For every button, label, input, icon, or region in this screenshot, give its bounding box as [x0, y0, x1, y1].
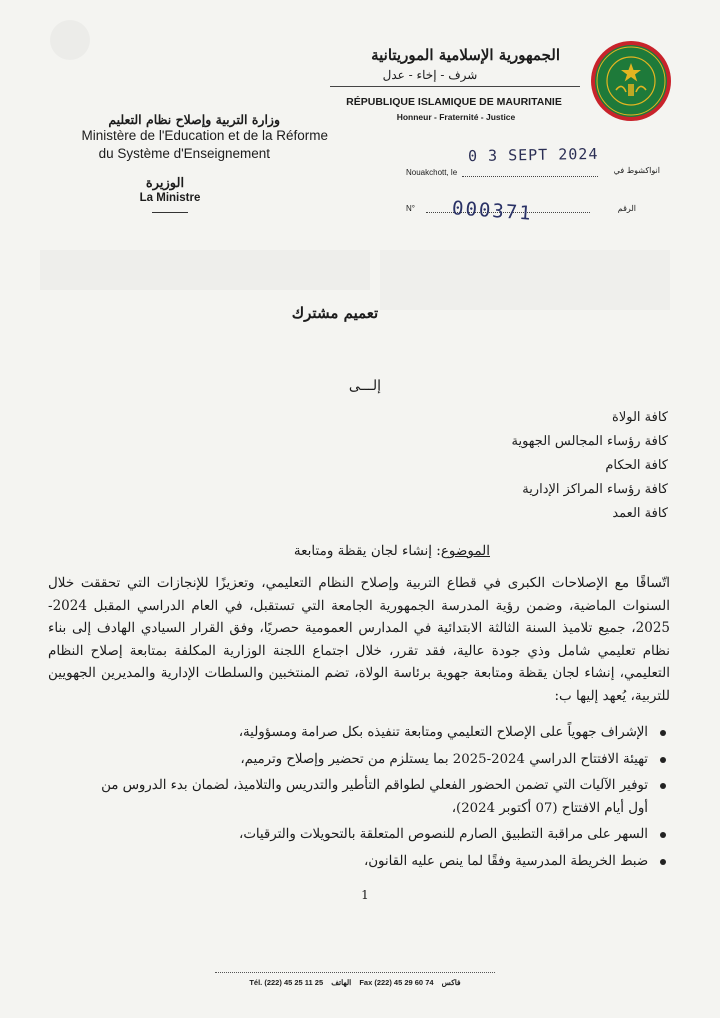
- footer-divider: [215, 972, 495, 973]
- task-list: [80, 722, 648, 877]
- footer-fax: Fax (222) 45 29 60 74: [359, 978, 434, 987]
- task-item: ضبط الخريطة المدرسية وفقًا لما ينص عليه القانون،: [80, 851, 648, 874]
- bullet-icon: [660, 757, 666, 763]
- republic-title-ar: الجمهورية الإسلامية الموريتانية: [371, 46, 560, 64]
- number-label-fr: N°: [406, 204, 415, 213]
- recipient-item: كافة الحكام: [605, 458, 668, 473]
- republic-title-fr: RÉPUBLIQUE ISLAMIQUE DE MAURITANIE: [346, 96, 562, 108]
- recipient-item: كافة رؤساء المجالس الجهوية: [511, 434, 668, 449]
- subject-line: [220, 543, 490, 559]
- subject-text: : إنشاء لجان يقظة ومتابعة: [293, 543, 441, 559]
- recipient-list: [360, 406, 668, 526]
- task-item: السهر على مراقبة التطبيق الصارم للنصوص المتعلقة بالتحويلات والترقيات،: [80, 824, 648, 847]
- date-stamp: 0 3 SEPT 2024: [467, 144, 599, 166]
- ministry-name-ar: وزارة التربية وإصلاح نظام التعليم: [108, 112, 280, 127]
- ministry-name-fr-line2: du Système d'Enseignement: [98, 146, 270, 161]
- minister-title-ar: الوزيرة: [145, 176, 185, 191]
- motto-fr: Honneur - Fraternité - Justice: [396, 112, 516, 122]
- bullet-icon: [660, 783, 666, 789]
- ministry-name-fr-line1: Ministère de l'Education et de la Réforme: [81, 128, 328, 143]
- footer-contact: [215, 978, 495, 987]
- date-label-ar: انواكشوط في: [613, 166, 660, 175]
- task-item: توفير الآليات التي تضمن الحضور الفعلي لطواقم التأطير والتدريس والتلاميذ، لضمان بدء الدروس من أول أيام الافتتاح (07 أكتوبر 2024)،: [80, 775, 648, 820]
- motto-ar: شرف - إخاء - عدل: [382, 68, 478, 82]
- national-seal-icon: [590, 40, 672, 122]
- recipient-item: كافة العمد: [612, 506, 668, 521]
- body-paragraph: اتّساقًا مع الإصلاحات الكبرى في قطاع التربية وإصلاح النظام التعليمي، وتعزيزًا للإنجازات التي تحققت خلال السنوات الماضية، وضمن رؤية المدرسة الجمهورية الجامعة التي تستقبل، في العام الدراسي المقبل 2024-2025، جميع تلاميذ السنة الثالثة الابتدائية في المدارس العمومية حصريًا، وفق القرار السيادي الهادف إلى بناء نظام تعليمي شامل وذي جودة عالية، فقد تقرر، خلال اجتماع اللجنة الوزارية المكلفة بمتابعة إصلاح النظام التعليمي، إنشاء لجان يقظة ومتابعة جهوية برئاسة الولاة، تضم المنتخبين والسلطات الإدارية والمديرين الجهويين للتربية، يُعهد إليها ب:: [48, 575, 670, 704]
- task-item: تهيئة الافتتاح الدراسي 2024-2025 بما يستلزم من تحضير وإصلاح وترميم،: [80, 749, 648, 772]
- recipient-item: كافة الولاة: [612, 410, 668, 425]
- task-item: الإشراف جهوياً على الإصلاح التعليمي ومتابعة تنفيذه بكل صرامة ومسؤولية،: [80, 722, 648, 745]
- header-divider: [330, 86, 580, 87]
- number-label-ar: الرقم: [617, 204, 636, 213]
- minister-title-fr: La Ministre: [139, 192, 201, 204]
- bullet-icon: [660, 730, 666, 736]
- date-dotted-line: [462, 176, 598, 177]
- addressee-label: إلـــى: [348, 378, 382, 394]
- page-number: 1: [361, 888, 369, 902]
- footer-tel-ar: الهاتف: [331, 978, 352, 987]
- footer-tel: Tél. (222) 45 25 11 25: [249, 978, 324, 987]
- minister-underline: [152, 212, 188, 213]
- subject-label: الموضوع: [440, 543, 490, 559]
- bullet-icon: [660, 859, 666, 865]
- document-title: تعميم مشترك: [291, 304, 379, 322]
- date-label-fr: Nouakchott, le: [406, 168, 458, 177]
- number-stamp: 000371: [451, 197, 534, 225]
- recipient-item: كافة رؤساء المراكز الإدارية: [522, 482, 668, 497]
- footer-fax-ar: فاكس: [441, 978, 461, 987]
- bullet-icon: [660, 832, 666, 838]
